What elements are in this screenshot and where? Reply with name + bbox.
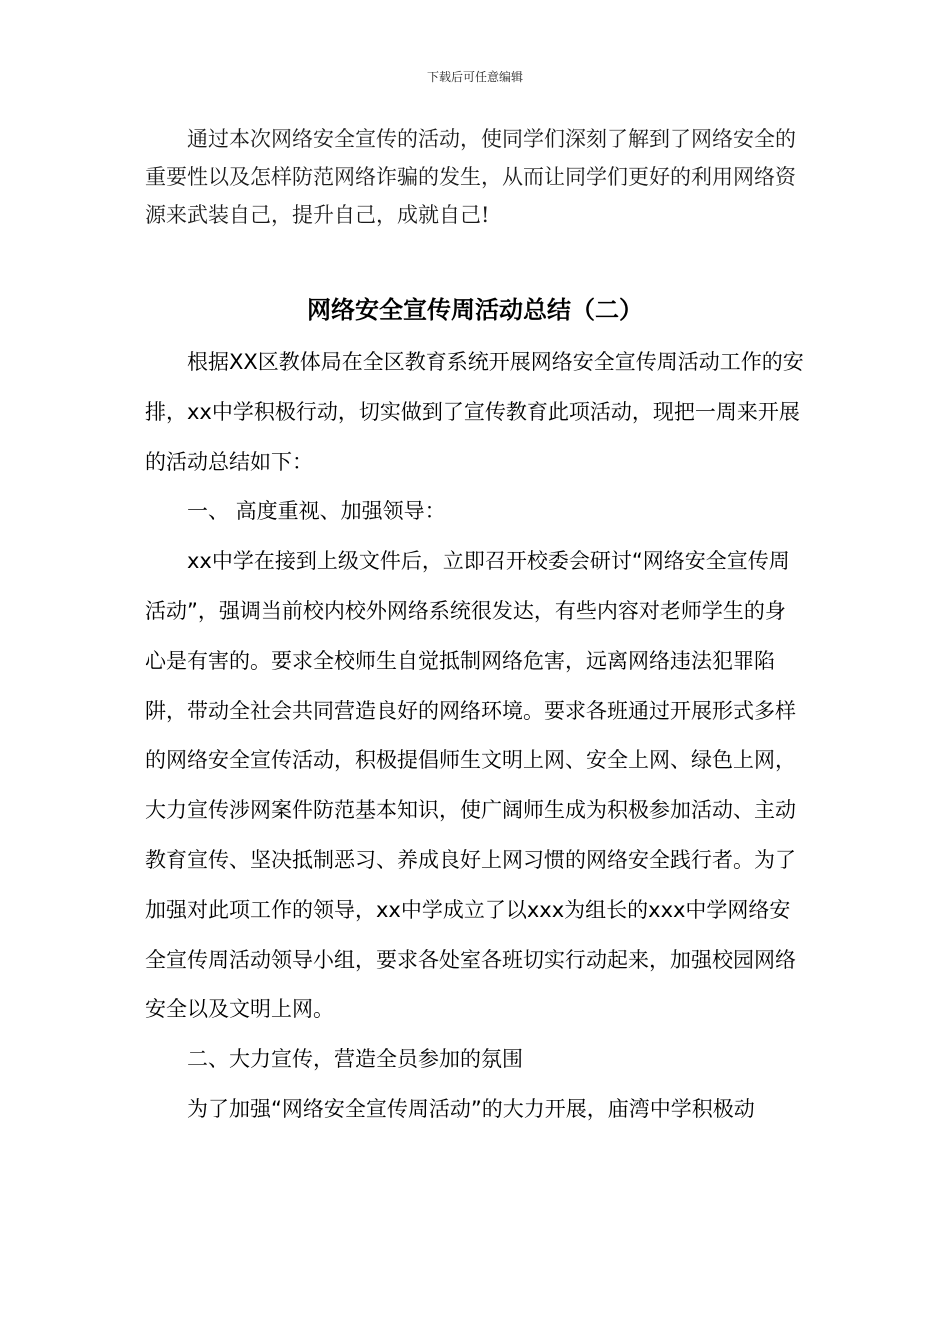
page-header-note: 下载后可任意编辑	[426, 70, 523, 84]
intro-paragraph: 通过本次网络安全宣传的活动，使同学们深刻了解到了网络安全的重要性以及怎样防范网络诈骗的发生，从而让同学们更好的利用网络资源来武装自己，提升自己，成就自己!	[145, 127, 796, 227]
section-heading-1: 一、 高度重视、加强领导：	[187, 499, 446, 524]
body-paragraph-3: 为了加强“网络安全宣传周活动”的大力开展，庙湾中学积极动	[187, 1096, 755, 1121]
section-heading-2: 二、大力宣传，营造全员参加的氛围	[187, 1047, 523, 1072]
document-body	[145, 338, 805, 1135]
section-title: 网络安全宣传周活动总结（二）	[307, 296, 643, 324]
body-paragraph-2: xx中学在接到上级文件后，立即召开校委会研讨“网络安全宣传周活动”，强调当前校内校外网络系统很发达，有些内容对老师学生的身心是有害的。要求全校师生自觉抵制网络危害，远离网络违法犯罪陷阱，带动全社会共同营造良好的网络环境。要求各班通过开展形式多样的网络安全宣传活动，积极提倡师生文明上网、安全上网、绿色上网，大力宣传涉网案件防范基本知识，使广阔师生成为积极参加活动、主动教育宣传、坚决抵制恶习、养成良好上网习惯的网络安全践行者。为了加强对此项工作的领导，xx中学成立了以xxx为组长的xxx中学网络安全宣传周活动领导小组，要求各处室各班切实行动起来，加强校园网络安全以及文明上网。	[145, 549, 796, 1022]
body-paragraph-1: 根据XX区教体局在全区教育系统开展网络安全宣传周活动工作的安排，xx中学积极行动，切实做到了宣传教育此项活动，现把一周来开展的活动总结如下：	[145, 350, 804, 474]
